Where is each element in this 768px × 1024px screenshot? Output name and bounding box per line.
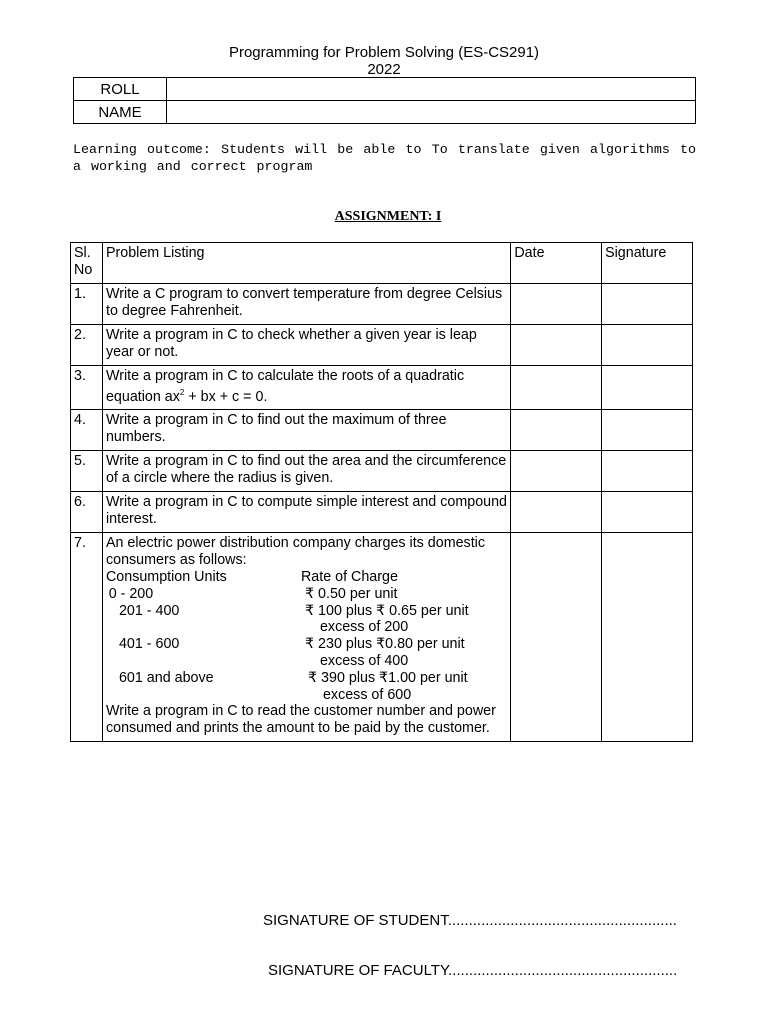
table-row	[71, 533, 693, 742]
roll-value-field[interactable]	[167, 78, 696, 101]
problem-table	[70, 242, 693, 742]
header-date: Date	[511, 243, 602, 284]
table-row	[71, 410, 693, 451]
row-date-cell	[511, 284, 602, 325]
row-problem-electricity	[102, 533, 510, 742]
row-number: 6.	[71, 492, 103, 533]
tier-range: 401 - 600	[118, 636, 180, 653]
electricity-intro: An electric power distribution company charges its domestic consumers as follows:	[105, 535, 486, 569]
name-row	[74, 101, 696, 124]
row-signature-cell	[602, 410, 693, 451]
tier-range: 0 - 200	[108, 585, 154, 602]
tier-excess: excess of 400	[319, 652, 409, 669]
row-problem: Write a C program to convert temperature from degree Celsius to degree Fahrenheit.	[102, 284, 510, 325]
rate-table	[106, 569, 507, 703]
exponent: 2	[179, 387, 185, 397]
row-signature-cell	[602, 451, 693, 492]
header-sl-line1: Sl.	[74, 245, 91, 261]
tier-rate: ₹ 0.50 per unit	[304, 585, 398, 602]
row-number: 1.	[71, 284, 103, 325]
electricity-task: Write a program in C to read the customer number and power consumed and prints the amount to be paid by the customer.	[105, 703, 496, 737]
table-row	[71, 325, 693, 366]
header-signature: Signature	[602, 243, 693, 284]
header-sl-no	[71, 243, 103, 284]
row-date-cell	[511, 492, 602, 533]
row-number: 3.	[71, 366, 103, 410]
student-info-table	[73, 77, 696, 124]
assignment-title: ASSIGNMENT: I	[334, 209, 442, 224]
row-date-cell	[511, 325, 602, 366]
row-number: 5.	[71, 451, 103, 492]
row-signature-cell	[602, 325, 693, 366]
header-sl-line2: No	[74, 261, 93, 278]
table-header-row	[71, 243, 693, 284]
row-date-cell	[511, 410, 602, 451]
tier-range: 201 - 400	[118, 602, 180, 619]
table-row	[71, 492, 693, 533]
row-date-cell	[511, 533, 602, 742]
roll-label: ROLL	[74, 78, 167, 101]
header-problem-listing: Problem Listing	[102, 243, 510, 284]
tier-excess: excess of 200	[319, 619, 409, 636]
name-value-field[interactable]	[167, 101, 696, 124]
row-problem: Write a program in C to check whether a given year is leap year or not.	[102, 325, 510, 366]
row-number: 7.	[71, 533, 103, 742]
col-rate-of-charge: Rate of Charge	[300, 568, 398, 585]
course-title: Programming for Problem Solving (ES-CS291)	[228, 44, 540, 61]
row-problem-text: Write a program in C to calculate the roots of a quadratic equation ax	[105, 368, 465, 405]
row-signature-cell	[602, 492, 693, 533]
row-problem: Write a program in C to compute simple interest and compound interest.	[102, 492, 510, 533]
row-problem	[102, 366, 510, 410]
table-row	[71, 366, 693, 410]
course-year: 2022	[367, 61, 401, 78]
tier-rate: ₹ 100 plus ₹ 0.65 per unit excess of 200	[301, 603, 507, 637]
student-signature-line: SIGNATURE OF STUDENT.......................................................	[263, 912, 677, 929]
row-number: 2.	[71, 325, 103, 366]
row-problem: Write a program in C to find out the maximum of three numbers.	[102, 410, 510, 451]
row-problem-text-end: + bx + c = 0.	[184, 388, 268, 405]
row-signature-cell	[602, 533, 693, 742]
col-consumption-units: Consumption Units	[105, 568, 227, 585]
row-date-cell	[511, 366, 602, 410]
tier-range: 601 and above	[118, 669, 214, 686]
tier-excess: excess of 600	[322, 686, 412, 703]
row-number: 4.	[71, 410, 103, 451]
learning-outcome: Learning outcome: Students will be able to To translate given algorithms to a working and correct program	[73, 142, 696, 174]
row-date-cell	[511, 451, 602, 492]
faculty-signature-line: SIGNATURE OF FACULTY.......................................................	[268, 962, 678, 979]
row-signature-cell	[602, 284, 693, 325]
tier-rate: ₹ 390 plus ₹1.00 per unit excess of 600	[301, 670, 507, 704]
table-row	[71, 284, 693, 325]
name-label: NAME	[74, 101, 167, 124]
tier-rate: ₹ 230 plus ₹0.80 per unit excess of 400	[301, 636, 507, 670]
row-signature-cell	[602, 366, 693, 410]
table-row	[71, 451, 693, 492]
roll-row	[74, 78, 696, 101]
row-problem: Write a program in C to find out the area and the circumference of a circle where the radius is given.	[102, 451, 510, 492]
